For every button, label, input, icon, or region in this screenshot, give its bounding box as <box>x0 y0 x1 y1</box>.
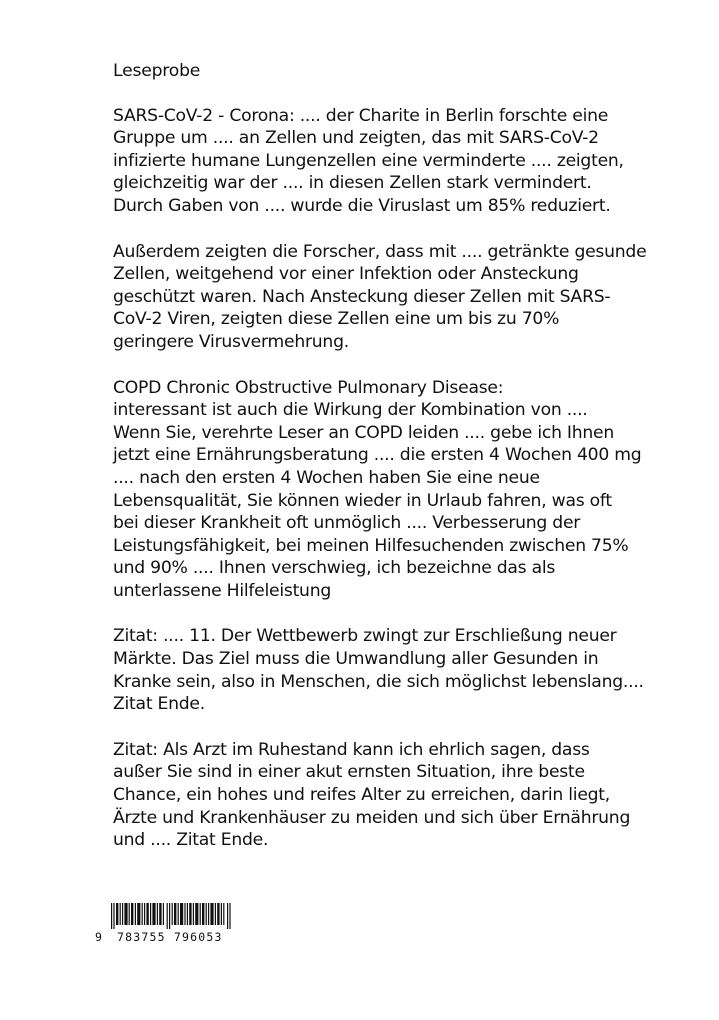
text-line: infizierte humane Lungenzellen eine verminderte .... zeigten, <box>113 150 624 171</box>
text-line: COPD Chronic Obstructive Pulmonary Disease: <box>113 377 504 398</box>
text-line: CoV-2 Viren, zeigten diese Zellen eine um bis zu 70% <box>113 309 560 330</box>
paragraph-sars-cov-2 <box>113 105 633 218</box>
page-heading: Leseprobe <box>113 61 201 81</box>
text-line: außer Sie sind in einer akut ernsten Situation, ihre beste <box>113 762 585 783</box>
text-line: und .... Zitat Ende. <box>113 830 269 851</box>
text-line: Zitat: .... 11. Der Wettbewerb zwingt zur Erschließung neuer <box>113 626 617 647</box>
paragraph-zitat-arzt <box>113 739 633 852</box>
text-line: Zitat: Als Arzt im Ruhestand kann ich ehrlich sagen, dass <box>113 739 590 760</box>
text-line: Leistungsfähigkeit, bei meinen Hilfesuchenden zwischen 75% <box>113 535 629 556</box>
text-line: Kranke sein, also in Menschen, die sich möglichst lebenslang.... <box>113 671 644 692</box>
paragraph-zitat-wettbewerb <box>113 625 644 715</box>
text-line: jetzt eine Ernährungsberatung .... die ersten 4 Wochen 400 mg <box>113 445 642 466</box>
text-line: Außerdem zeigten die Forscher, dass mit .... getränkte gesunde <box>113 241 647 262</box>
isbn-barcode <box>95 903 240 943</box>
text-line: und 90% .... Ihnen verschwieg, ich bezeichne das als <box>113 558 556 579</box>
paragraph-copd <box>113 377 642 603</box>
text-line: Ärzte und Krankenhäuser zu meiden und sich über Ernährung <box>113 807 631 828</box>
text-line: geringere Virusvermehrung. <box>113 331 349 352</box>
barcode-bars <box>111 903 231 929</box>
text-line: SARS-CoV-2 - Corona: .... der Charite in Berlin forschte eine <box>113 105 609 126</box>
text-line: Wenn Sie, verehrte Leser an COPD leiden .... gebe ich Ihnen <box>113 422 614 443</box>
isbn-prefix-digit: 9 <box>95 930 103 944</box>
document-body <box>113 60 647 875</box>
text-line: gleichzeitig war der .... in diesen Zellen stark vermindert. <box>113 173 592 194</box>
text-line: Durch Gaben von .... wurde die Viruslast um 85% reduziert. <box>113 195 611 216</box>
text-line: interessant ist auch die Wirkung der Kombination von .... <box>113 400 588 421</box>
text-line: geschützt waren. Nach Ansteckung dieser Zellen mit SARS- <box>113 286 611 307</box>
isbn-digits: 783755 796053 <box>117 930 223 944</box>
text-line: bei dieser Krankheit oft unmöglich .... Verbesserung der <box>113 513 581 534</box>
text-line: .... nach den ersten 4 Wochen haben Sie eine neue <box>113 467 540 488</box>
text-line: Chance, ein hohes und reifes Alter zu erreichen, darin liegt, <box>113 785 611 806</box>
text-line: Zitat Ende. <box>113 694 205 715</box>
text-line: Lebensqualität, Sie können wieder in Urlaub fahren, was oft <box>113 490 612 511</box>
text-line: Gruppe um .... an Zellen und zeigten, das mit SARS-CoV-2 <box>113 128 599 149</box>
text-line: unterlassene Hilfeleistung <box>113 580 332 601</box>
text-line: Märkte. Das Ziel muss die Umwandlung aller Gesunden in <box>113 649 599 670</box>
paragraph-forscher <box>113 241 647 354</box>
text-line: Zellen, weitgehend vor einer Infektion oder Ansteckung <box>113 264 579 285</box>
